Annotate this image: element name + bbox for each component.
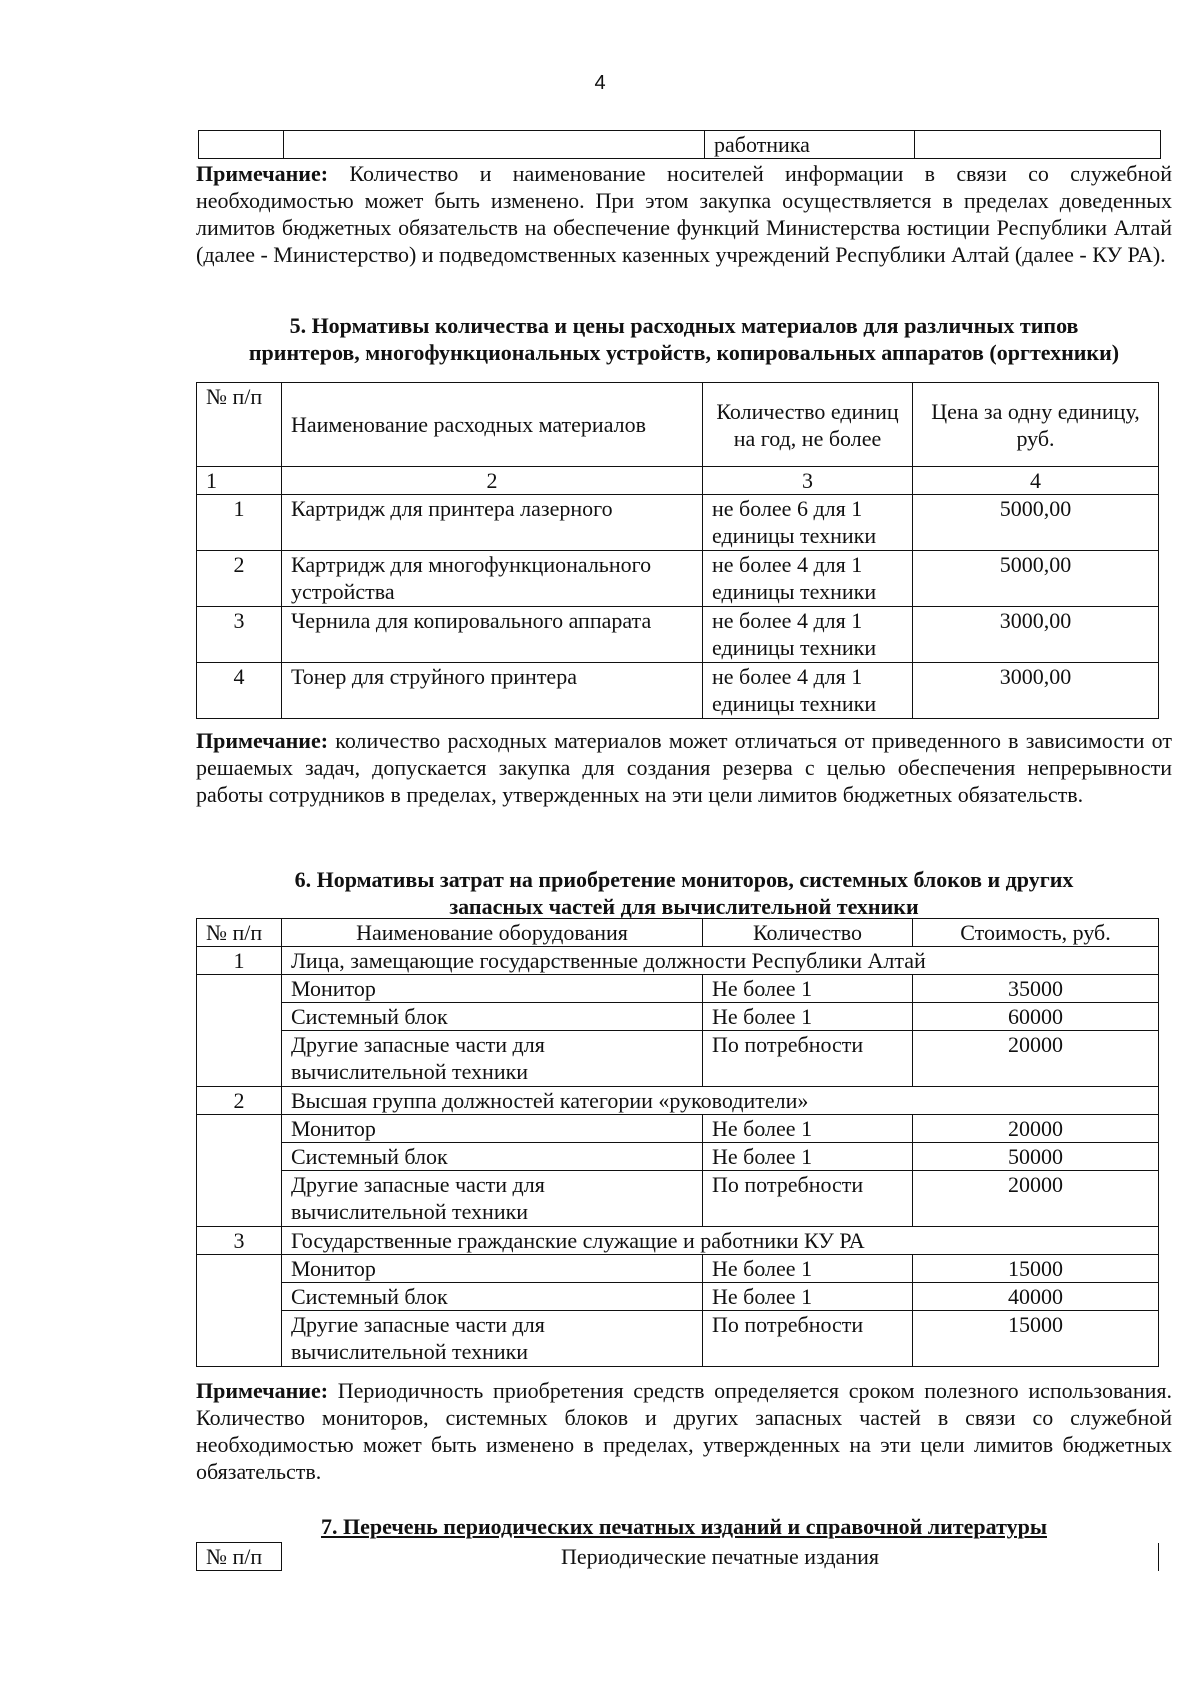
- equipment-qty: Не более 1: [703, 1143, 913, 1171]
- note-text: количество расходных материалов может отличаться от приведенного в зависимости от решаемых задач, допускается закупка для создания резерва с целью обеспечения непрерывности работы сотрудников в пределах, утвержденных на эти цели лимитов бюджетных обязательств.: [196, 728, 1172, 807]
- group-number: 1: [197, 947, 282, 975]
- section-7-title: 7. Перечень периодических печатных изданий и справочной литературы: [320, 1514, 1047, 1539]
- material-qty: не более 4 для 1 единицы техники: [703, 607, 913, 663]
- table-row: [197, 1115, 1159, 1143]
- material-price: 3000,00: [913, 663, 1159, 719]
- note-label: Примечание:: [196, 728, 329, 753]
- table-row: [197, 975, 1159, 1003]
- material-name: Картридж для принтера лазерного: [282, 495, 703, 551]
- table-row: [197, 1255, 1159, 1283]
- title-line: 5. Нормативы количества и цены расходных материалов для различных типов: [289, 313, 1079, 338]
- equipment-qty: Не более 1: [703, 1003, 913, 1031]
- header-cell: Количество: [703, 919, 913, 947]
- equipment-qty: По потребности: [703, 1171, 913, 1227]
- table-row: [197, 663, 1159, 719]
- note-3: [196, 1377, 1172, 1485]
- row-number: 4: [197, 663, 282, 719]
- table-row: [197, 495, 1159, 551]
- table-row: [197, 1171, 1159, 1227]
- equipment-cost: 35000: [913, 975, 1159, 1003]
- equipment-name: Системный блок: [282, 1283, 703, 1311]
- group-row: [197, 1227, 1159, 1255]
- note-1: [196, 160, 1172, 268]
- table-row: [197, 551, 1159, 607]
- equipment-qty: Не более 1: [703, 975, 913, 1003]
- table-row: [197, 1031, 1159, 1087]
- equipment-cost: 60000: [913, 1003, 1159, 1031]
- table-row: [197, 1311, 1159, 1367]
- equipment-name: Другие запасные части для вычислительной техники: [282, 1171, 703, 1227]
- equipment-name: Монитор: [282, 975, 703, 1003]
- title-line: принтеров, многофункциональных устройств, копировальных аппаратов (оргтехники): [248, 340, 1120, 365]
- header-cell: Наименование оборудования: [282, 919, 703, 947]
- equipment-qty: Не более 1: [703, 1255, 913, 1283]
- table-row: [197, 607, 1159, 663]
- equipment-qty: Не более 1: [703, 1115, 913, 1143]
- note-text: Количество и наименование носителей информации в связи со служебной необходимостью может быть изменено. При этом закупка осуществляется в пределах доведенных лимитов бюджетных обязательств на обеспечение функций Министерства юстиции Республики Алтай (далее - Министерство) и подведомственных казенных учреждений Республики Алтай (далее - КУ РА).: [196, 161, 1172, 267]
- section-5-title: [196, 312, 1172, 366]
- equipment-name: Монитор: [282, 1115, 703, 1143]
- equipment-name: Системный блок: [282, 1003, 703, 1031]
- equipment-cost: 20000: [913, 1171, 1159, 1227]
- row-number: 3: [197, 607, 282, 663]
- equipment-name: Системный блок: [282, 1143, 703, 1171]
- equipment-name: Монитор: [282, 1255, 703, 1283]
- equipment-qty: По потребности: [703, 1311, 913, 1367]
- cell-worker: работника: [705, 131, 915, 159]
- note-text: Периодичность приобретения средств определяется сроком полезного использования. Количество мониторов, системных блоков и других запасных частей в связи со служебной необходимостью может быть изменено в пределах, утвержденных на эти цели лимитов бюджетных обязательств.: [196, 1378, 1172, 1484]
- column-number: 4: [913, 467, 1159, 495]
- material-qty: не более 4 для 1 единицы техники: [703, 663, 913, 719]
- equipment-cost: 20000: [913, 1031, 1159, 1087]
- equipment-cost: 15000: [913, 1255, 1159, 1283]
- row-number: 2: [197, 551, 282, 607]
- equipment-qty: По потребности: [703, 1031, 913, 1087]
- material-name: Тонер для струйного принтера: [282, 663, 703, 719]
- equipment-name: Другие запасные части для вычислительной техники: [282, 1031, 703, 1087]
- equipment-cost: 50000: [913, 1143, 1159, 1171]
- group-title: Государственные гражданские служащие и работники КУ РА: [282, 1227, 1159, 1255]
- material-price: 5000,00: [913, 551, 1159, 607]
- column-number: 2: [282, 467, 703, 495]
- equipment-qty: Не более 1: [703, 1283, 913, 1311]
- equipment-table: [196, 918, 1159, 1367]
- section-6-title: [196, 866, 1172, 920]
- header-cell: Наименование расходных материалов: [282, 383, 703, 467]
- column-number: 3: [703, 467, 913, 495]
- header-cell: № п/п: [197, 383, 282, 467]
- material-name: Картридж для многофункционального устройства: [282, 551, 703, 607]
- header-cell: Количество единиц на год, не более: [703, 383, 913, 467]
- group-row: [197, 947, 1159, 975]
- periodicals-table: [196, 1542, 1159, 1571]
- equipment-cost: 40000: [913, 1283, 1159, 1311]
- group-number: 2: [197, 1087, 282, 1115]
- note-label: Примечание:: [196, 1378, 329, 1403]
- material-qty: не более 4 для 1 единицы техники: [703, 551, 913, 607]
- material-price: 3000,00: [913, 607, 1159, 663]
- group-row: [197, 1087, 1159, 1115]
- material-qty: не более 6 для 1 единицы техники: [703, 495, 913, 551]
- row-number: 1: [197, 495, 282, 551]
- group-title: Лица, замещающие государственные должности Республики Алтай: [282, 947, 1159, 975]
- header-cell: Стоимость, руб.: [913, 919, 1159, 947]
- column-number: 1: [197, 467, 282, 495]
- title-line: запасных частей для вычислительной техники: [449, 894, 919, 919]
- header-cell: Цена за одну единицу, руб.: [913, 383, 1159, 467]
- top-continuation-table: [198, 130, 1161, 159]
- note-label: Примечание:: [196, 161, 329, 186]
- table-row: [197, 1283, 1159, 1311]
- consumables-table: [196, 382, 1159, 719]
- page-number: 4: [594, 72, 606, 94]
- table-row: [197, 1003, 1159, 1031]
- equipment-cost: 15000: [913, 1311, 1159, 1367]
- table-row: [197, 1143, 1159, 1171]
- material-name: Чернила для копировального аппарата: [282, 607, 703, 663]
- group-number: 3: [197, 1227, 282, 1255]
- equipment-name: Другие запасные части для вычислительной техники: [282, 1311, 703, 1367]
- material-price: 5000,00: [913, 495, 1159, 551]
- header-cell: Периодические печатные издания: [282, 1543, 1159, 1571]
- title-line: 6. Нормативы затрат на приобретение мониторов, системных блоков и других: [294, 867, 1074, 892]
- header-cell: № п/п: [197, 919, 282, 947]
- equipment-cost: 20000: [913, 1115, 1159, 1143]
- group-title: Высшая группа должностей категории «руководители»: [282, 1087, 1159, 1115]
- header-cell: № п/п: [197, 1543, 282, 1571]
- note-2: [196, 727, 1172, 808]
